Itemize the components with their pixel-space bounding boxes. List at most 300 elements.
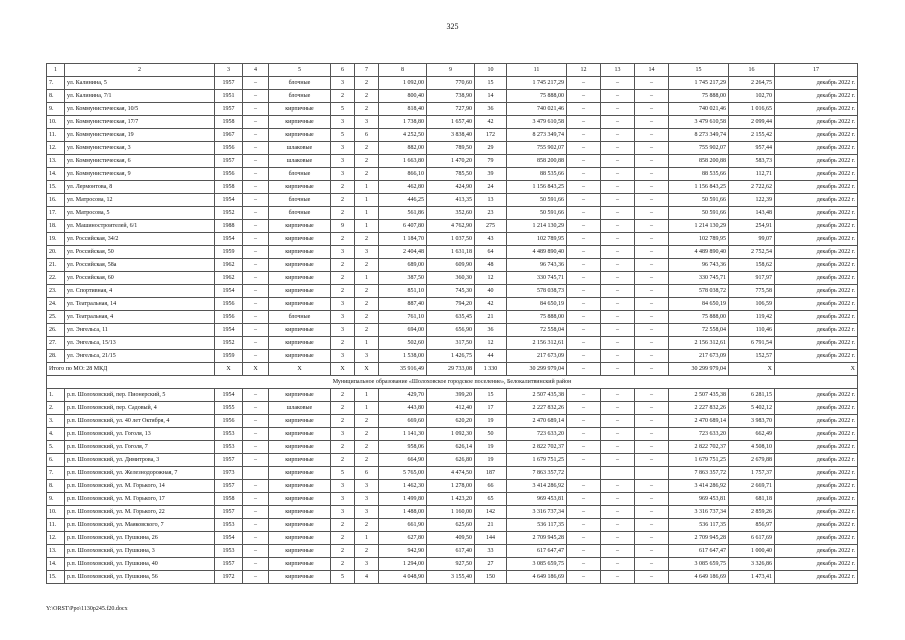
table-row: [47, 77, 858, 90]
table-cell: 15.: [47, 571, 65, 584]
total-cell: Итого по МО: 28 МКД: [47, 363, 215, 376]
table-cell: 1 184,70: [379, 233, 427, 246]
table-cell: –: [567, 532, 601, 545]
table-cell: –: [601, 90, 635, 103]
table-cell: блочные: [269, 90, 331, 103]
table-cell: –: [567, 142, 601, 155]
table-cell: 1954: [215, 194, 243, 207]
table-cell: кирпичные: [269, 220, 331, 233]
table-cell: 2 404,48: [379, 246, 427, 259]
table-cell: 172: [475, 129, 507, 142]
table-cell: –: [601, 519, 635, 532]
table-cell: 755 902,07: [669, 142, 729, 155]
table-cell: 12: [475, 337, 507, 350]
total-cell: 29 733,08: [427, 363, 475, 376]
table-cell: 3 414 286,92: [507, 480, 567, 493]
table-row: [47, 90, 858, 103]
table-cell: –: [635, 142, 669, 155]
table-row: [47, 142, 858, 155]
column-number-cell: 16: [729, 64, 775, 77]
table-cell: 275: [475, 220, 507, 233]
table-cell: –: [243, 519, 269, 532]
table-cell: ул. Российская, 34/2: [65, 233, 215, 246]
table-cell: кирпичные: [269, 558, 331, 571]
table-cell: 187: [475, 467, 507, 480]
table-cell: декабрь 2022 г.: [775, 246, 858, 259]
table-cell: кирпичные: [269, 259, 331, 272]
column-number-cell: 14: [635, 64, 669, 77]
table-cell: –: [243, 155, 269, 168]
table-cell: 1 278,00: [427, 480, 475, 493]
table-cell: ул. Матросова, 12: [65, 194, 215, 207]
table-cell: –: [567, 350, 601, 363]
table-cell: декабрь 2022 г.: [775, 207, 858, 220]
table-cell: –: [635, 571, 669, 584]
table-cell: 2 227 832,26: [507, 402, 567, 415]
table-cell: 96 743,36: [669, 259, 729, 272]
table-cell: 1 631,18: [427, 246, 475, 259]
table-cell: декабрь 2022 г.: [775, 545, 858, 558]
table-cell: декабрь 2022 г.: [775, 337, 858, 350]
table-cell: 3 326,86: [729, 558, 775, 571]
column-number-cell: 17: [775, 64, 858, 77]
table-cell: 583,73: [729, 155, 775, 168]
table-cell: 8 273 349,74: [507, 129, 567, 142]
table-cell: [243, 467, 269, 480]
table-cell: декабрь 2022 г.: [775, 428, 858, 441]
section-title-row: [47, 376, 858, 389]
table-cell: декабрь 2022 г.: [775, 181, 858, 194]
table-cell: 5: [331, 103, 355, 116]
table-cell: 424,90: [427, 181, 475, 194]
table-cell: 3: [355, 493, 379, 506]
table-cell: 1973: [215, 467, 243, 480]
table-cell: декабрь 2022 г.: [775, 194, 858, 207]
table-cell: 4.: [47, 428, 65, 441]
column-number-cell: 1: [47, 64, 65, 77]
table-cell: 40: [475, 285, 507, 298]
housing-repair-table: [46, 63, 858, 584]
table-cell: 3 155,40: [427, 571, 475, 584]
table-cell: 536 117,35: [507, 519, 567, 532]
table-cell: –: [243, 207, 269, 220]
table-row: [47, 129, 858, 142]
table-cell: –: [243, 558, 269, 571]
table-row: [47, 558, 858, 571]
table-cell: 7 863 357,72: [507, 467, 567, 480]
table-cell: 2 859,26: [729, 506, 775, 519]
table-cell: –: [567, 194, 601, 207]
table-cell: 1: [355, 207, 379, 220]
table-cell: кирпичные: [269, 233, 331, 246]
table-cell: –: [635, 337, 669, 350]
table-cell: 112,71: [729, 168, 775, 181]
table-cell: 2: [355, 324, 379, 337]
table-cell: 755 902,07: [507, 142, 567, 155]
column-number-cell: 3: [215, 64, 243, 77]
total-cell: X: [729, 363, 775, 376]
table-cell: 2: [331, 402, 355, 415]
table-cell: декабрь 2022 г.: [775, 259, 858, 272]
table-cell: р.п. Шолоховский, пер. Пионерский, 5: [65, 389, 215, 402]
table-cell: 110,46: [729, 324, 775, 337]
table-cell: 2: [331, 454, 355, 467]
table-cell: ул. Лермонтова, 8: [65, 181, 215, 194]
table-row: [47, 441, 858, 454]
table-cell: 785,50: [427, 168, 475, 181]
table-cell: 723 633,20: [669, 428, 729, 441]
table-cell: 1 473,41: [729, 571, 775, 584]
table-cell: 36: [475, 324, 507, 337]
table-cell: 2 099,44: [729, 116, 775, 129]
table-cell: 27: [475, 558, 507, 571]
table-cell: 1955: [215, 402, 243, 415]
table-cell: [635, 467, 669, 480]
table-cell: 17.: [47, 207, 65, 220]
table-cell: –: [601, 155, 635, 168]
table-cell: р.п. Шолоховский, ул. М. Горького, 17: [65, 493, 215, 506]
table-cell: –: [601, 493, 635, 506]
table-cell: 443,80: [379, 402, 427, 415]
table-row: [47, 545, 858, 558]
table-cell: 22.: [47, 272, 65, 285]
table-cell: 3 414 286,92: [669, 480, 729, 493]
table-cell: 13: [475, 194, 507, 207]
table-cell: 1957: [215, 506, 243, 519]
table-cell: 794,20: [427, 298, 475, 311]
table-cell: 3 085 659,75: [507, 558, 567, 571]
table-cell: –: [567, 454, 601, 467]
table-cell: 3: [355, 558, 379, 571]
table-cell: 317,50: [427, 337, 475, 350]
table-cell: 2: [331, 441, 355, 454]
table-cell: 2 155,42: [729, 129, 775, 142]
table-cell: –: [243, 441, 269, 454]
table-cell: 217 673,09: [669, 350, 729, 363]
table-cell: 36: [475, 103, 507, 116]
table-cell: ул. Калинина, 5: [65, 77, 215, 90]
total-cell: –: [567, 363, 601, 376]
table-cell: 21: [475, 311, 507, 324]
table-cell: 43: [475, 233, 507, 246]
table-cell: 2 709 945,28: [507, 532, 567, 545]
table-cell: шлаковые: [269, 142, 331, 155]
table-cell: шлаковые: [269, 155, 331, 168]
table-cell: 2: [355, 233, 379, 246]
table-cell: 5 402,12: [729, 402, 775, 415]
table-cell: 8.: [47, 90, 65, 103]
table-cell: 254,91: [729, 220, 775, 233]
table-cell: 462,80: [379, 181, 427, 194]
table-cell: –: [635, 428, 669, 441]
table-cell: 8 273 349,74: [669, 129, 729, 142]
table-cell: 2: [331, 272, 355, 285]
table-cell: 858 200,88: [507, 155, 567, 168]
table-cell: 88 535,66: [507, 168, 567, 181]
table-cell: 18.: [47, 220, 65, 233]
table-cell: –: [567, 415, 601, 428]
table-cell: 1953: [215, 428, 243, 441]
table-cell: 1952: [215, 207, 243, 220]
table-cell: декабрь 2022 г.: [775, 493, 858, 506]
table-cell: 1972: [215, 571, 243, 584]
table-cell: 2 470 689,14: [669, 415, 729, 428]
table-cell: декабрь 2022 г.: [775, 389, 858, 402]
table-cell: 65: [475, 493, 507, 506]
table-cell: –: [601, 428, 635, 441]
table-cell: 2: [355, 454, 379, 467]
table-cell: 50 591,66: [507, 194, 567, 207]
table-cell: 330 745,71: [669, 272, 729, 285]
table-cell: декабрь 2022 г.: [775, 480, 858, 493]
table-cell: 6 791,54: [729, 337, 775, 350]
table-cell: декабрь 2022 г.: [775, 116, 858, 129]
table-cell: 4 474,50: [427, 467, 475, 480]
table-row: [47, 532, 858, 545]
table-row: [47, 402, 858, 415]
table-row: [47, 272, 858, 285]
table-cell: 1 499,80: [379, 493, 427, 506]
table-cell: 330 745,71: [507, 272, 567, 285]
table-cell: 429,70: [379, 389, 427, 402]
table-cell: 360,30: [427, 272, 475, 285]
table-cell: 1957: [215, 77, 243, 90]
table-cell: –: [567, 129, 601, 142]
table-cell: –: [243, 103, 269, 116]
table-row: [47, 571, 858, 584]
table-cell: 1 092,30: [427, 428, 475, 441]
table-cell: 8.: [47, 480, 65, 493]
total-cell: X: [269, 363, 331, 376]
total-cell: 30 299 979,04: [507, 363, 567, 376]
table-row: [47, 454, 858, 467]
table-cell: 2: [355, 311, 379, 324]
table-cell: 2: [355, 441, 379, 454]
table-cell: –: [635, 545, 669, 558]
table-cell: 42: [475, 116, 507, 129]
table-row: [47, 246, 858, 259]
table-cell: 19: [475, 454, 507, 467]
table-cell: 2 722,62: [729, 181, 775, 194]
table-cell: 17: [475, 402, 507, 415]
table-cell: 969 453,81: [669, 493, 729, 506]
table-cell: 2 470 689,14: [507, 415, 567, 428]
table-cell: –: [243, 129, 269, 142]
total-row: [47, 363, 858, 376]
table-cell: 21: [475, 519, 507, 532]
table-cell: 1 679 751,25: [669, 454, 729, 467]
table-cell: 656,90: [427, 324, 475, 337]
table-cell: –: [243, 337, 269, 350]
table-cell: 958,06: [379, 441, 427, 454]
table-cell: –: [243, 324, 269, 337]
table-cell: 4 252,50: [379, 129, 427, 142]
table-cell: 1957: [215, 480, 243, 493]
table-cell: 4 489 890,40: [507, 246, 567, 259]
table-cell: –: [601, 272, 635, 285]
table-cell: –: [567, 402, 601, 415]
table-cell: –: [243, 194, 269, 207]
table-cell: ул. Коммунистическая, 6: [65, 155, 215, 168]
table-cell: 25.: [47, 311, 65, 324]
table-cell: 50 591,66: [669, 207, 729, 220]
table-cell: [601, 467, 635, 480]
table-cell: –: [601, 545, 635, 558]
table-cell: 5 765,00: [379, 467, 427, 480]
table-cell: –: [601, 142, 635, 155]
table-cell: кирпичные: [269, 129, 331, 142]
table-row: [47, 493, 858, 506]
table-cell: –: [601, 194, 635, 207]
table-cell: декабрь 2022 г.: [775, 142, 858, 155]
table-cell: –: [567, 298, 601, 311]
table-cell: ул. Спортивная, 4: [65, 285, 215, 298]
table-cell: 858 200,88: [669, 155, 729, 168]
table-cell: 1954: [215, 532, 243, 545]
table-cell: 352,60: [427, 207, 475, 220]
table-cell: блочные: [269, 77, 331, 90]
table-cell: –: [635, 311, 669, 324]
table-cell: ул. Коммунистическая, 9: [65, 168, 215, 181]
table-cell: 1958: [215, 116, 243, 129]
table-cell: –: [567, 103, 601, 116]
table-cell: декабрь 2022 г.: [775, 519, 858, 532]
table-cell: 48: [475, 259, 507, 272]
table-cell: р.п. Шолоховский, ул. Пушкина, 3: [65, 545, 215, 558]
table-cell: 1 462,30: [379, 480, 427, 493]
table-cell: –: [635, 480, 669, 493]
table-cell: 694,00: [379, 324, 427, 337]
table-cell: 3 085 659,75: [669, 558, 729, 571]
table-cell: кирпичные: [269, 181, 331, 194]
table-cell: 5.: [47, 441, 65, 454]
table-cell: 969 453,81: [507, 493, 567, 506]
table-cell: –: [601, 77, 635, 90]
table-cell: 24.: [47, 298, 65, 311]
table-cell: кирпичные: [269, 389, 331, 402]
table-cell: шлаковые: [269, 402, 331, 415]
table-cell: кирпичные: [269, 545, 331, 558]
table-row: [47, 428, 858, 441]
table-cell: ул. Театральная, 4: [65, 311, 215, 324]
table-cell: 3: [355, 116, 379, 129]
table-cell: 609,90: [427, 259, 475, 272]
table-cell: 1: [355, 337, 379, 350]
table-cell: 64: [475, 246, 507, 259]
table-cell: –: [635, 207, 669, 220]
table-cell: 578 038,73: [507, 285, 567, 298]
table-row: [47, 506, 858, 519]
table-cell: 9: [331, 220, 355, 233]
table-cell: р.п. Шолоховский, ул. Димитрова, 3: [65, 454, 215, 467]
table-cell: –: [635, 402, 669, 415]
table-cell: [567, 467, 601, 480]
table-cell: –: [601, 233, 635, 246]
table-row: [47, 116, 858, 129]
table-cell: –: [601, 480, 635, 493]
table-cell: 740 021,46: [669, 103, 729, 116]
table-cell: –: [567, 480, 601, 493]
total-cell: X: [331, 363, 355, 376]
table-row: [47, 181, 858, 194]
total-cell: X: [215, 363, 243, 376]
table-cell: 1954: [215, 285, 243, 298]
table-cell: –: [601, 350, 635, 363]
table-cell: 72 558,04: [507, 324, 567, 337]
table-cell: –: [601, 246, 635, 259]
table-cell: 3 983,70: [729, 415, 775, 428]
table-cell: –: [567, 519, 601, 532]
table-cell: р.п. Шолоховский, ул. Пушкина, 40: [65, 558, 215, 571]
table-cell: 33: [475, 545, 507, 558]
table-cell: 44: [475, 350, 507, 363]
table-cell: 4 489 890,40: [669, 246, 729, 259]
table-cell: 1954: [215, 233, 243, 246]
table-cell: р.п. Шолоховский, ул. Пушкина, 26: [65, 532, 215, 545]
table-cell: –: [635, 285, 669, 298]
table-cell: ул. Коммунистическая, 3: [65, 142, 215, 155]
table-cell: 1: [355, 272, 379, 285]
table-cell: 4 649 186,69: [669, 571, 729, 584]
table-cell: 23: [475, 207, 507, 220]
table-cell: –: [635, 259, 669, 272]
table-cell: 723 633,20: [507, 428, 567, 441]
table-cell: –: [601, 389, 635, 402]
column-number-cell: 8: [379, 64, 427, 77]
table-cell: 1 538,00: [379, 350, 427, 363]
table-cell: 3: [331, 142, 355, 155]
table-cell: 851,10: [379, 285, 427, 298]
table-cell: 3: [331, 311, 355, 324]
table-cell: 620,20: [427, 415, 475, 428]
table-cell: 9.: [47, 103, 65, 116]
table-cell: 79: [475, 155, 507, 168]
table-cell: 789,50: [427, 142, 475, 155]
table-cell: 2: [355, 545, 379, 558]
table-cell: 14.: [47, 558, 65, 571]
table-cell: р.п. Шолоховский, ул. Пушкина, 56: [65, 571, 215, 584]
table-cell: кирпичные: [269, 246, 331, 259]
table-cell: 626,80: [427, 454, 475, 467]
table-cell: –: [567, 337, 601, 350]
table-cell: 409,50: [427, 532, 475, 545]
file-path-footer: Y:\ORST\Ppo\1130p245.f20.docx: [46, 606, 128, 612]
table-cell: 10.: [47, 116, 65, 129]
table-cell: –: [567, 493, 601, 506]
table-cell: декабрь 2022 г.: [775, 506, 858, 519]
table-cell: –: [635, 90, 669, 103]
table-cell: кирпичные: [269, 415, 331, 428]
table-cell: 5: [331, 571, 355, 584]
table-cell: –: [601, 558, 635, 571]
table-cell: 800,40: [379, 90, 427, 103]
table-cell: –: [567, 246, 601, 259]
table-cell: 775,58: [729, 285, 775, 298]
table-cell: 158,62: [729, 259, 775, 272]
table-cell: 10.: [47, 506, 65, 519]
table-cell: 1 745 217,29: [669, 77, 729, 90]
table-cell: декабрь 2022 г.: [775, 415, 858, 428]
table-cell: –: [567, 324, 601, 337]
table-cell: –: [635, 454, 669, 467]
column-number-cell: 11: [507, 64, 567, 77]
table-cell: 75 888,00: [507, 311, 567, 324]
table-cell: 1953: [215, 545, 243, 558]
table-cell: 102,70: [729, 90, 775, 103]
table-cell: 42: [475, 298, 507, 311]
table-row: [47, 259, 858, 272]
table-cell: –: [243, 402, 269, 415]
